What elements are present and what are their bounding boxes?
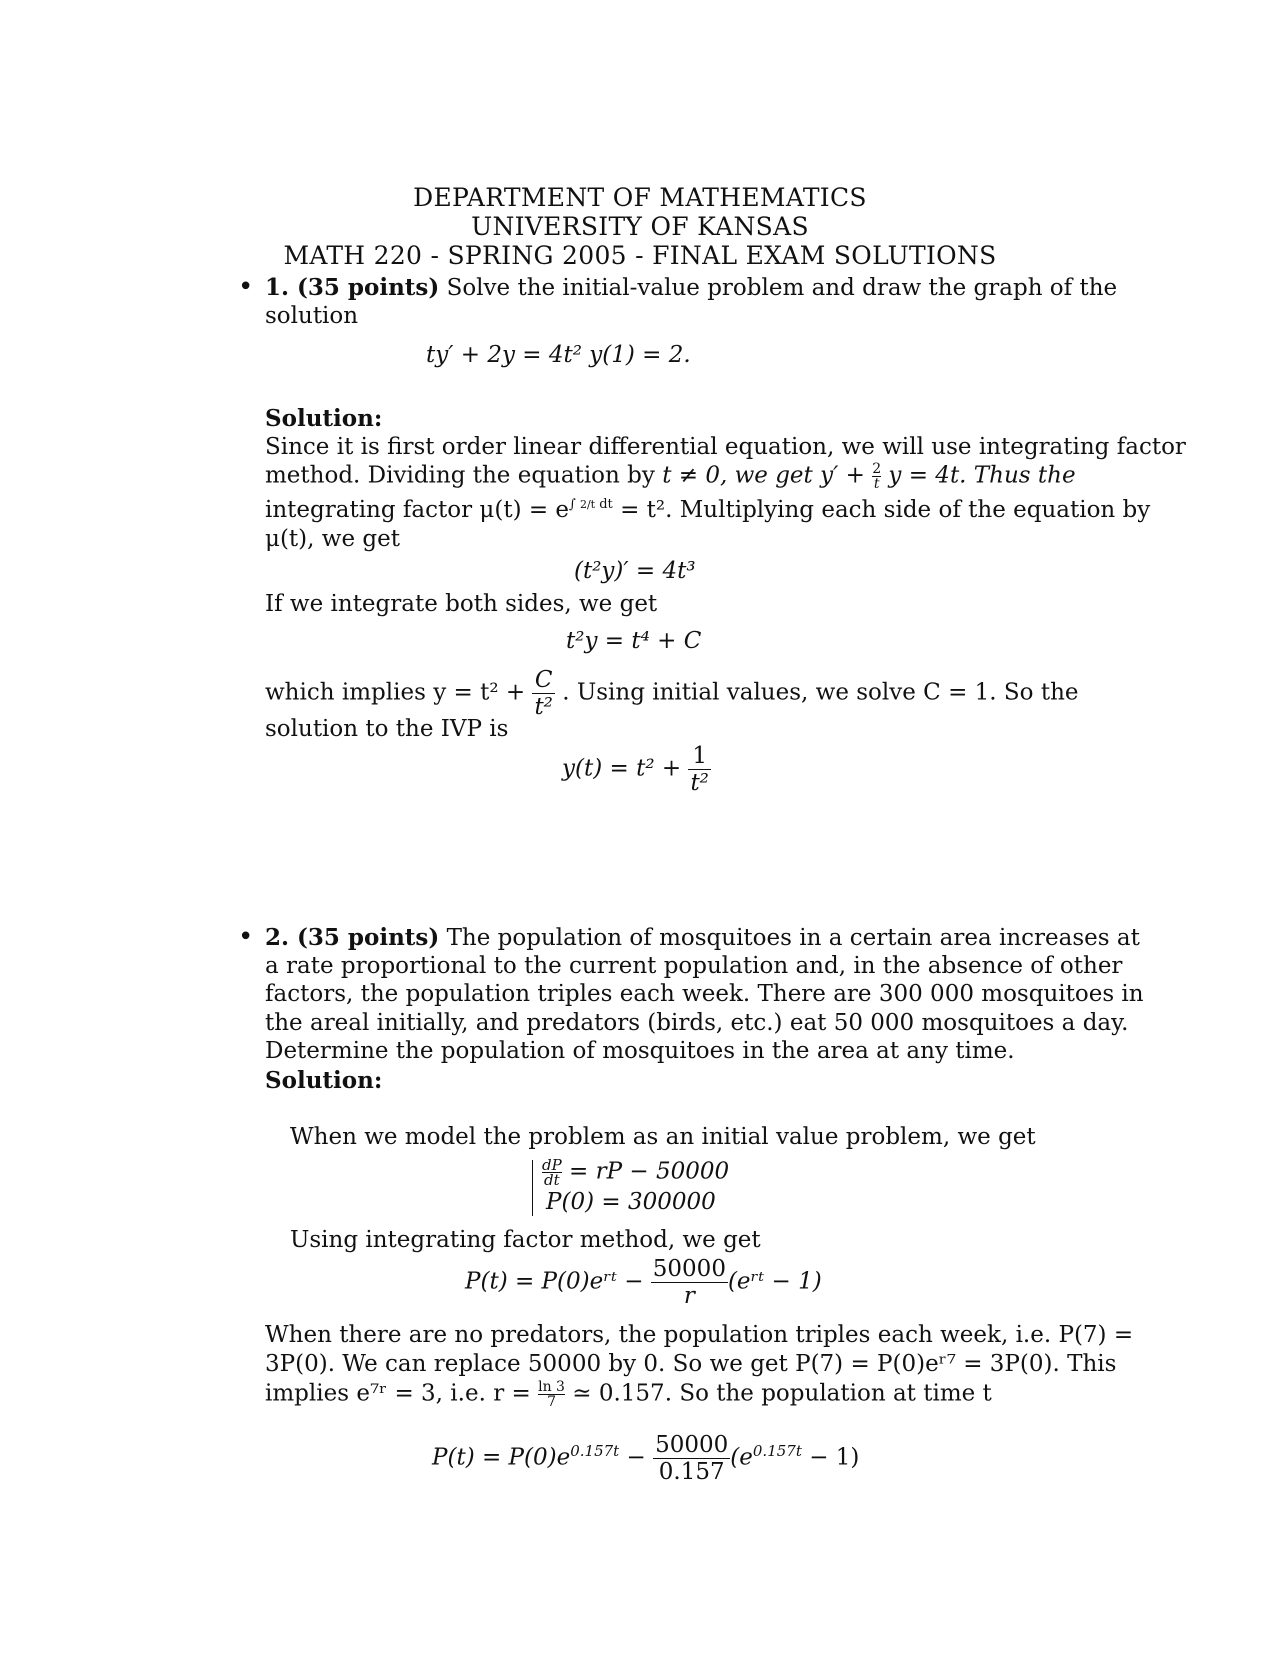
department-title: DEPARTMENT OF MATHEMATICS bbox=[413, 183, 867, 212]
ln3-over-7-fraction: $\frac{\ln 3}{7}$ bbox=[538, 1379, 565, 1410]
initial-condition: P(0) = 300000 bbox=[546, 1189, 716, 1215]
problem1-equation-3: t²y = t⁴ + C bbox=[566, 628, 702, 654]
c-over-t2-fraction: $\frac{C}{\text{t²}}$ bbox=[534, 667, 553, 720]
problem1-para-6: which implies y = t² + $\frac{C}{\text{t²}}$ . Using initial values, we solve C = 1. So the bbox=[265, 667, 1079, 720]
bullet-icon: • bbox=[238, 922, 254, 952]
problem1-statement bbox=[265, 274, 1118, 301]
problem2-line-5: Determine the population of mosquitoes in the area at any time. bbox=[265, 1038, 1015, 1064]
problem2-para-4: 3P(0). We can replace 50000 by 0. So we get P(7) = P(0)eʳ⁷ = 3P(0). This bbox=[265, 1351, 1117, 1377]
problem2-line-4: the areal initially, and predators (birds, etc.) eat 50 000 mosquitoes a day. bbox=[265, 1010, 1129, 1036]
problem1-equation: ty′ + 2y = 4t² y(1) = 2. bbox=[426, 342, 691, 368]
problem2-para-1: When we model the problem as an initial value problem, we get bbox=[290, 1124, 1036, 1150]
problem2-label: 2. (35 points) bbox=[265, 924, 440, 951]
problem1-para-5: If we integrate both sides, we get bbox=[265, 591, 658, 617]
problem1-para-7: solution to the IVP is bbox=[265, 716, 509, 742]
problem1-text-cont: solution bbox=[265, 303, 359, 329]
problem1-final-solution: y(t) = t² + $\frac{1}{\text{t²}}$ bbox=[562, 743, 709, 796]
problem1-equation-2: (t²y)′ = 4t³ bbox=[574, 558, 696, 584]
ode-equation: $\frac{dP}{dt}$ = rP − 50000 bbox=[542, 1156, 730, 1189]
system-bracket bbox=[532, 1160, 533, 1216]
problem1-para-3: integrating factor $\mu(t) = e^{\int 2/t dt} = t^2$. Multiplying each side of the equation by bbox=[265, 497, 1151, 523]
bullet-icon: • bbox=[238, 272, 254, 302]
population-general-solution: P(t) = P(0)eʳᵗ − $\frac{50000}{r}$ (eʳᵗ − 1) bbox=[465, 1256, 822, 1309]
problem2-line-1: 2. (35 points) The population of mosquitoes in a certain area increases at bbox=[265, 924, 1140, 951]
problem2-para-3: When there are no predators, the population triples each week, i.e. P(7) = bbox=[265, 1322, 1134, 1348]
problem1-text: Solve the initial-value problem and draw the graph of the bbox=[446, 275, 1118, 301]
problem2-solution-label: Solution: bbox=[265, 1067, 383, 1094]
problem1-label: 1. (35 points) bbox=[265, 274, 440, 301]
exam-title: MATH 220 - SPRING 2005 - FINAL EXAM SOLUTIONS bbox=[283, 241, 997, 270]
problem2-para-2: Using integrating factor method, we get bbox=[290, 1227, 761, 1253]
problem2-line-3: factors, the population triples each week. There are 300 000 mosquitoes in bbox=[265, 981, 1144, 1007]
population-final-solution: $P(t) = P(0)e^{0.157t}$ − $\frac{50000}{0.157}$ $(e^{0.157t} - 1)$ bbox=[432, 1432, 860, 1485]
problem2-para-5: implies e⁷ʳ = 3, i.e. r = $\frac{\ln 3}{7}$ ≃ 0.157. So the population at time t bbox=[265, 1379, 992, 1410]
problem1-para-2: method. Dividing the equation by t ≠ 0, we get y′ + $\frac{2}{t}$ y = 4t. Thus the bbox=[265, 461, 1076, 492]
problem1-para-4: μ(t), we get bbox=[265, 526, 400, 552]
problem1-para-1: Since it is first order linear differential equation, we will use integrating factor bbox=[265, 434, 1186, 460]
university-title: UNIVERSITY OF KANSAS bbox=[471, 212, 809, 241]
problem1-solution-label: Solution: bbox=[265, 405, 383, 432]
two-over-t-fraction: $\frac{2}{t}$ bbox=[872, 461, 882, 492]
problem2-line-2: a rate proportional to the current population and, in the absence of other bbox=[265, 953, 1123, 979]
